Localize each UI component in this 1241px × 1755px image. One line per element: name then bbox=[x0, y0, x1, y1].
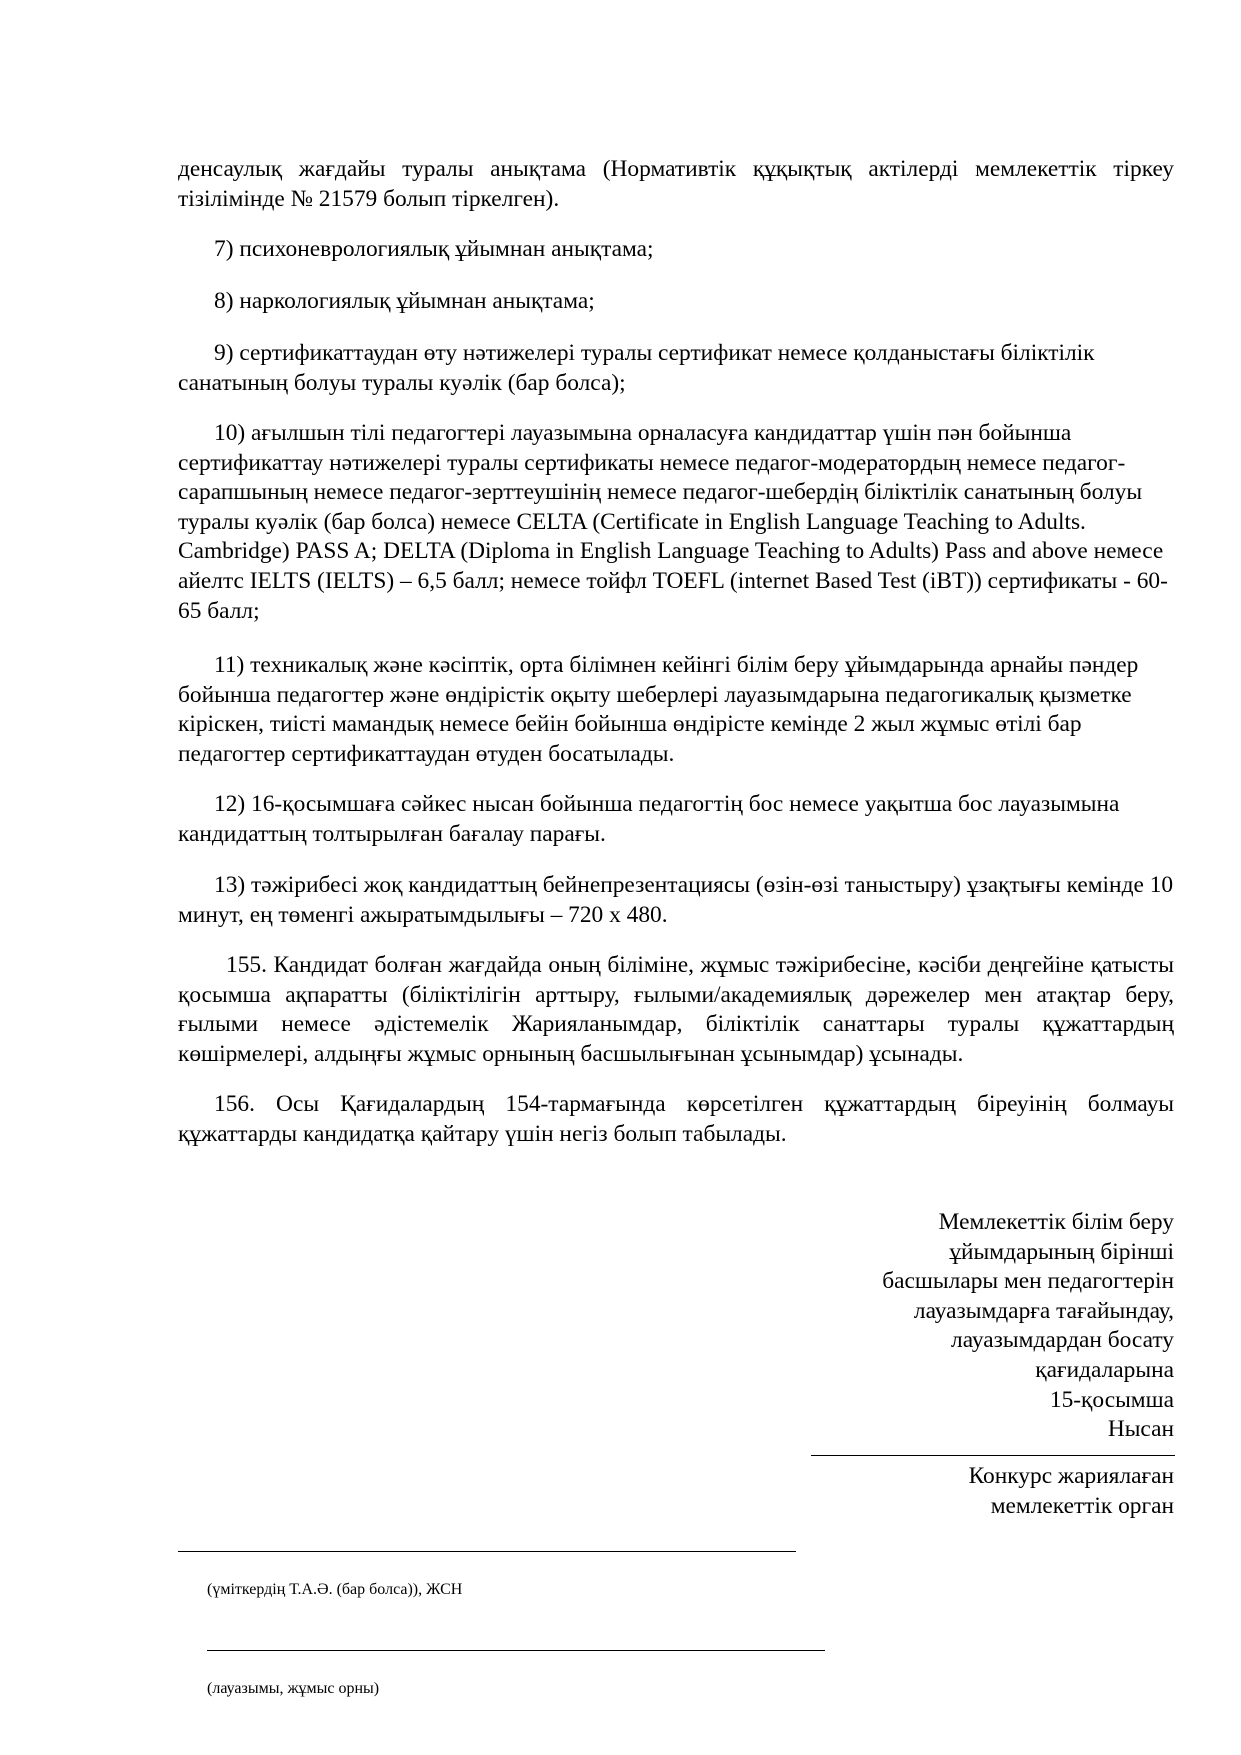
appendix-note-line-5: лауазымдардан босату bbox=[951, 1327, 1174, 1354]
paragraph-11-text: 11) техникалық және кәсіптік, орта білімнен кейінгі білім беру ұйымдарында арнайы пәндер бойынша педагогтер және өндірістік оқыту шеберлері лауазымдарына педагогикалық қызметке кіріскен, тиісті мамандық немесе бейін бойынша өндірісте кемінде 2 жыл жұмыс өтілі бар педагогтер сертификаттаудан өтуден босатылады. bbox=[178, 652, 1139, 767]
paragraph-9-text: 9) сертификаттаудан өту нәтижелері туралы сертификат немесе қолданыстағы біліктілік санатының болуы туралы куәлік (бар болса); bbox=[178, 340, 1095, 396]
paragraph-8-text: 8) наркологиялық ұйымнан анықтама; bbox=[214, 288, 595, 314]
appendix-note-line-7: 15-қосымша bbox=[1049, 1386, 1174, 1413]
paragraph-12-text: 12) 16-қосымшаға сәйкес нысан бойынша педагогтің бос немесе уақытша бос лауазымына кандидаттың толтырылған бағалау парағы. bbox=[178, 791, 1120, 847]
position-caption: (лауазымы, жұмыс орны) bbox=[207, 1680, 380, 1697]
paragraph-12 bbox=[178, 790, 1174, 849]
agency-line-2: мемлекеттік орган bbox=[990, 1492, 1174, 1519]
paragraph-7 bbox=[178, 235, 1174, 265]
paragraph-intro bbox=[178, 155, 1174, 214]
appendix-note-line-1: Мемлекеттік білім беру bbox=[938, 1209, 1174, 1235]
paragraph-7-text: 7) психоневрологиялық ұйымнан анықтама; bbox=[214, 236, 654, 262]
appendix-note-line-4: лауазымдарға тағайындау, bbox=[913, 1297, 1174, 1324]
paragraph-10 bbox=[178, 419, 1174, 626]
appendix-note-line-3: басшылары мен педагогтерін bbox=[882, 1268, 1174, 1295]
agency-label bbox=[969, 1462, 1174, 1521]
applicant-caption: (үміткердің Т.А.Ә. (бар болса)), ЖСН bbox=[207, 1581, 463, 1598]
agency-underline bbox=[811, 1455, 1175, 1456]
paragraph-156-text: 156. Осы Қағидалардың 154-тармағында көрсетілген құжаттардың біреуінің болмауы құжаттарды кандидатқа қайтару үшін негіз болып табылады. bbox=[178, 1091, 1174, 1147]
paragraph-intro-text: денсаулық жағдайы туралы анықтама (Нормативтік құқықтық актілерді мемлекеттік тіркеу тізілімінде № 21579 болып тіркелген). bbox=[178, 156, 1174, 212]
paragraph-13-text: 13) тәжірибесі жоқ кандидаттың бейнепрезентациясы (өзін-өзі таныстыру) ұзақтығы кемінде 10 минут, ең төменгі ажыратымдылығы – 720 x 480. bbox=[178, 872, 1174, 928]
paragraph-13 bbox=[178, 871, 1174, 930]
appendix-note-line-8: Нысан bbox=[1107, 1416, 1174, 1443]
paragraph-10-text: 10) ағылшын тілі педагогтері лауазымына орналасуға кандидаттар үшін пән бойынша сертификаттау нәтижелері туралы сертификаты немесе педагог-модератордың немесе педагог-сарапшының немесе педагог-зерттеушінің немесе педагог-шебердің біліктілік санатының болуы туралы куәлік (бар болса) немесе CELTA (Certificate in English Language Teaching to Adults. Cambridge) PASS A; DELTA (Diploma in English Language Teaching to Adults) Pass and above немесе айелтс IELTS (IELTS) – 6,5 балл; немесе тойфл TOEFL (internet Based Test (iBT)) сертификаты - 60-65 балл; bbox=[178, 420, 1168, 624]
applicant-name-line bbox=[178, 1551, 796, 1552]
paragraph-11 bbox=[178, 651, 1174, 769]
paragraph-155 bbox=[178, 951, 1174, 1069]
paragraph-156 bbox=[178, 1090, 1174, 1149]
agency-line-1: Конкурс жариялаған bbox=[968, 1463, 1174, 1489]
appendix-note bbox=[882, 1208, 1174, 1445]
position-line bbox=[207, 1650, 825, 1651]
appendix-note-line-6: қағидаларына bbox=[1035, 1356, 1174, 1383]
paragraph-155-text: 155. Кандидат болған жағдайда оның біліміне, жұмыс тәжірибесіне, кәсіби деңгейіне қатысты қосымша ақпаратты (біліктілігін арттыру, ғылыми/академиялық дәрежелер мен атақтар беру, ғылыми немесе әдістемелік Жарияланымдар, біліктілік санаттары туралы құжаттардың көшірмелері, алдыңғы жұмыс орнының басшылығынан ұсынымдар) ұсынады. bbox=[178, 952, 1174, 1067]
paragraph-8 bbox=[178, 287, 1174, 317]
paragraph-9 bbox=[178, 339, 1174, 398]
appendix-note-line-2: ұйымдарының бірінші bbox=[949, 1238, 1174, 1265]
